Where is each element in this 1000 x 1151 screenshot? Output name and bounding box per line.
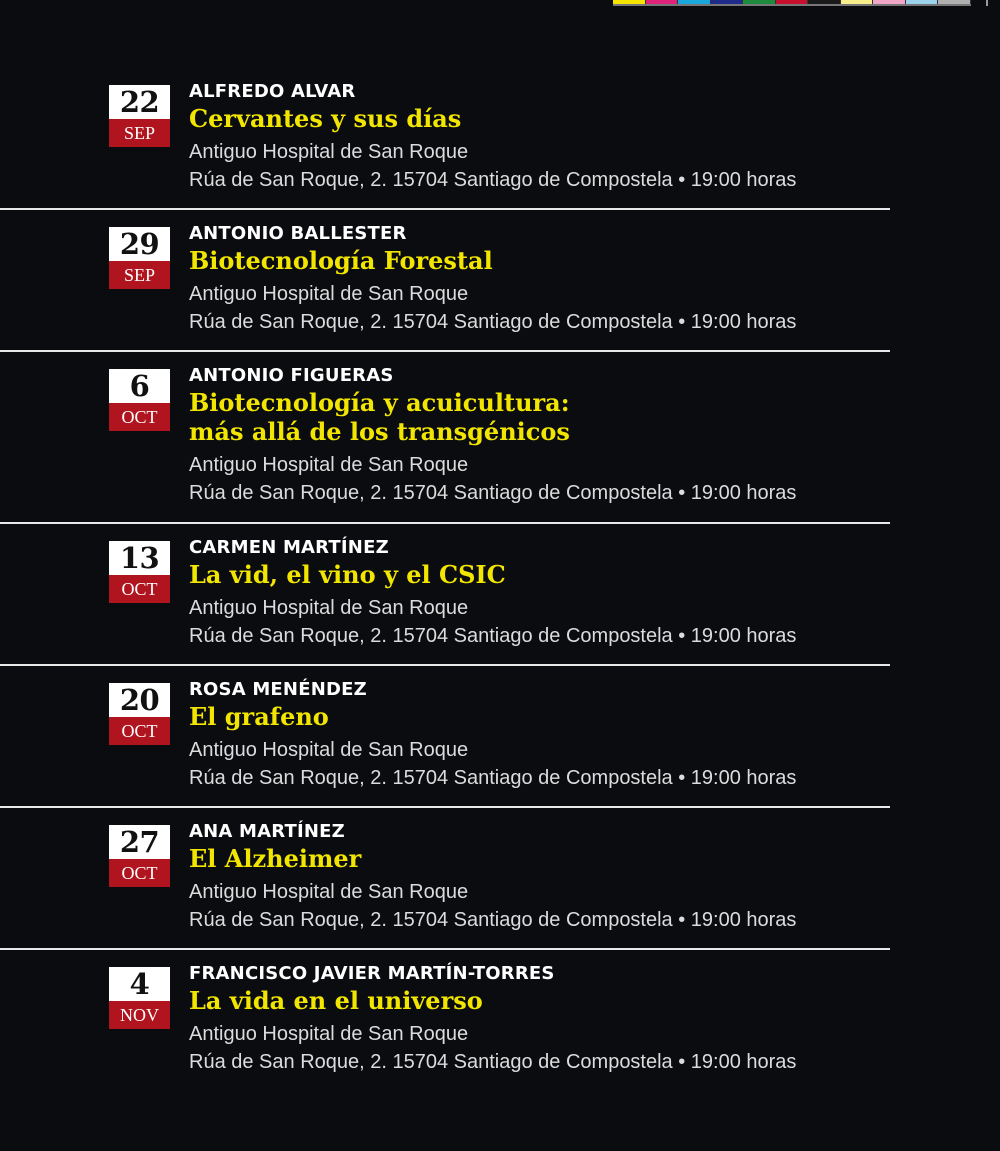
venue-name: Antiguo Hospital de San Roque [189,283,469,305]
event-item [0,534,890,666]
color-swatch [711,0,744,4]
event-info [189,678,890,792]
event-item [0,78,890,210]
color-swatch [743,0,776,4]
print-color-bar [613,0,971,6]
talk-title: La vida en el universo [189,986,483,1015]
venue-name: Antiguo Hospital de San Roque [189,739,469,761]
venue-address: Rúa de San Roque, 2. 15704 Santiago de Compostela • 19:00 horas [189,311,797,333]
venue-name: Antiguo Hospital de San Roque [189,1023,469,1045]
event-item [0,676,890,808]
date-day: 27 [109,825,170,859]
color-swatch [646,0,679,4]
date-day: 20 [109,683,170,717]
event-item [0,362,890,524]
date-badge [109,967,170,1029]
date-day: 6 [109,369,170,403]
talk-title: El Alzheimer [189,844,362,873]
talk-title: Biotecnología Forestal [189,246,493,275]
talk-title-line-2: más allá de los transgénicos [189,417,570,446]
venue-name: Antiguo Hospital de San Roque [189,454,469,476]
speaker-name: CARMEN MARTÍNEZ [189,537,389,558]
talk-title: El grafeno [189,702,329,731]
color-swatch [808,0,841,4]
speaker-name: ROSA MENÉNDEZ [189,679,367,700]
speaker-name: ANTONIO BALLESTER [189,223,407,244]
event-list [0,78,890,1100]
event-info [189,962,890,1076]
date-month: OCT [109,575,170,603]
talk-title: La vid, el vino y el CSIC [189,560,506,589]
venue-name: Antiguo Hospital de San Roque [189,881,469,903]
date-month: NOV [109,1001,170,1029]
color-swatch [841,0,874,4]
venue-address: Rúa de San Roque, 2. 15704 Santiago de Compostela • 19:00 horas [189,482,797,504]
event-info [189,80,890,194]
venue-address: Rúa de San Roque, 2. 15704 Santiago de Compostela • 19:00 horas [189,625,797,647]
event-info [189,820,890,934]
date-month: OCT [109,717,170,745]
date-badge [109,541,170,603]
crop-mark [986,0,988,6]
color-swatch [678,0,711,4]
color-swatch [613,0,646,4]
talk-title: Cervantes y sus días [189,104,462,133]
date-day: 22 [109,85,170,119]
event-item [0,818,890,950]
color-swatch [938,0,971,4]
date-month: OCT [109,403,170,431]
event-item [0,960,890,1090]
speaker-name: ALFREDO ALVAR [189,81,356,102]
date-badge [109,369,170,431]
speaker-name: ANTONIO FIGUERAS [189,365,394,386]
date-month: SEP [109,119,170,147]
venue-name: Antiguo Hospital de San Roque [189,597,469,619]
date-badge [109,683,170,745]
date-day: 4 [109,967,170,1001]
venue-address: Rúa de San Roque, 2. 15704 Santiago de Compostela • 19:00 horas [189,1051,797,1073]
talk-title: Biotecnología y acuicultura: [189,388,570,417]
venue-name: Antiguo Hospital de San Roque [189,141,469,163]
event-item [0,220,890,352]
event-info [189,222,890,336]
venue-address: Rúa de San Roque, 2. 15704 Santiago de Compostela • 19:00 horas [189,909,797,931]
date-month: OCT [109,859,170,887]
color-swatch [776,0,809,4]
venue-address: Rúa de San Roque, 2. 15704 Santiago de Compostela • 19:00 horas [189,169,797,191]
event-info [189,536,890,650]
color-swatch [873,0,906,4]
color-swatch [906,0,939,4]
date-day: 13 [109,541,170,575]
date-badge [109,85,170,147]
speaker-name: FRANCISCO JAVIER MARTÍN-TORRES [189,963,555,984]
date-day: 29 [109,227,170,261]
date-badge [109,227,170,289]
speaker-name: ANA MARTÍNEZ [189,821,345,842]
date-badge [109,825,170,887]
date-month: SEP [109,261,170,289]
event-info [189,364,890,507]
venue-address: Rúa de San Roque, 2. 15704 Santiago de Compostela • 19:00 horas [189,767,797,789]
